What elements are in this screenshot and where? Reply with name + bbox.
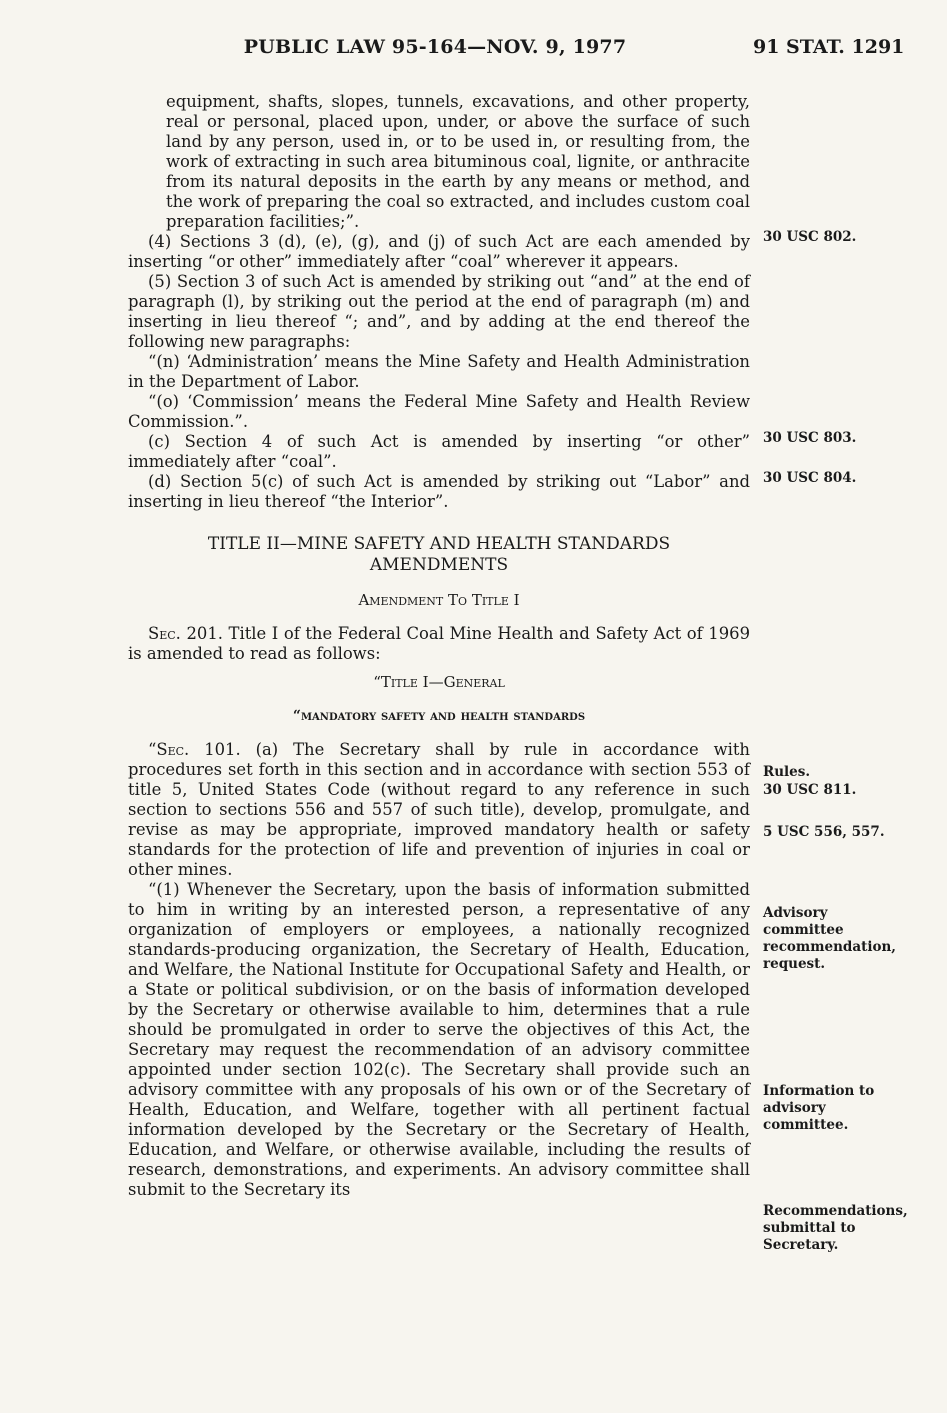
title-line-1: TITLE II—MINE SAFETY AND HEALTH STANDARDS	[207, 534, 671, 554]
margin-note-usc803: 30 USC 803.	[763, 430, 857, 446]
section-201-label: Sec.	[148, 624, 181, 643]
paragraph-5: (5) Section 3 of such Act is amended by striking out “and” at the end of paragraph (l), by striking out the period at the end of paragraph (m) and inserting in lieu thereof “; and”, and by adding at the end thereof the following new paragraphs:	[128, 272, 750, 351]
subsection-d: (d) Section 5(c) of such Act is amended by striking out “Labor” and inserting in lieu thereof “the Interior”.	[128, 472, 750, 511]
margin-note-usc804: 30 USC 804.	[763, 470, 857, 486]
section-101-label: “Sec.	[148, 740, 190, 759]
page-citation: 91 STAT. 1291	[753, 36, 905, 58]
margin-note-recommendations: Recommendations, submittal to Secretary.	[763, 1203, 908, 1253]
section-101-text: 101. (a) The Secretary shall by rule in accordance with procedures set forth in this section and in accordance with section 553 of title 5, United States Code (without regard to any reference in such section to sections 556 and 557 of such title), develop, promulgate, and revise as may be appropriate, improved mandatory health or safety standards for the protection of life and prevention of injuries in coal or other mines.	[128, 740, 750, 879]
title-heading	[128, 534, 750, 576]
margin-note-rules: Rules.	[763, 764, 811, 780]
section-101	[128, 740, 750, 880]
margin-note-advisory: Advisory committee recommendation, request.	[763, 905, 896, 972]
margin-note-information: Information to advisory committee.	[763, 1083, 875, 1133]
margin-note-usc802: 30 USC 802.	[763, 229, 857, 245]
paragraph-4: (4) Sections 3 (d), (e), (g), and (j) of such Act are each amended by inserting “or other” immediately after “coal” wherever it appears.	[128, 232, 750, 271]
subsection-c: (c) Section 4 of such Act is amended by inserting “or other” immediately after “coal”.	[128, 432, 750, 471]
paragraph-o: “(o) ‘Commission’ means the Federal Mine Safety and Health Review Commission.”.	[128, 392, 750, 431]
title-1-heading: “Title I—General	[373, 673, 505, 691]
paragraph-1: “(1) Whenever the Secretary, upon the basis of information submitted to him in writing by an interested person, a representative of any organization of employers or employees, a nationally recognized standards-producing organization, the Secretary of Health, Education, and Welfare, the National Institute for Occupational Safety and Health, or a State or political subdivision, or on the basis of information developed by the Secretary or otherwise available to him, determines that a rule should be promulgated in order to serve the objectives of this Act, the Secretary may request the recommendation of an advisory committee appointed under section 102(c). The Secretary shall provide such an advisory committee with any proposals of his own or of the Secretary of Health, Education, and Welfare, together with all pertinent factual information developed by the Secretary or the Secretary of Health, Education, and Welfare, or otherwise available, including the results of research, demonstrations, and experiments. An advisory committee shall submit to the Secretary its	[128, 880, 750, 1199]
body-text	[128, 92, 750, 1200]
mandatory-standards-heading: “mandatory safety and health standards	[292, 708, 586, 724]
margin-note-usc811: 30 USC 811.	[763, 782, 857, 798]
margin-note-usc556: 5 USC 556, 557.	[763, 824, 885, 840]
running-header: PUBLIC LAW 95-164—NOV. 9, 1977	[243, 36, 627, 58]
paragraph-n: “(n) ‘Administration’ means the Mine Safety and Health Administration in the Department of Labor.	[128, 352, 750, 391]
section-201-text: 201. Title I of the Federal Coal Mine Health and Safety Act of 1969 is amended to read as follows:	[128, 624, 750, 663]
section-201	[128, 624, 750, 664]
amendment-heading: Amendment To Title I	[358, 591, 520, 609]
definition-continuation: equipment, shafts, slopes, tunnels, excavations, and other property, real or personal, placed upon, under, or above the surface of such land by any person, used in, or to be used in, or resulting from, the work of extracting in such area bituminous coal, lignite, or anthracite from its natural deposits in the earth by any means or method, and the work of preparing the coal so extracted, and includes custom coal preparation facilities;”.	[166, 92, 750, 231]
title-line-2: AMENDMENTS	[369, 555, 509, 575]
